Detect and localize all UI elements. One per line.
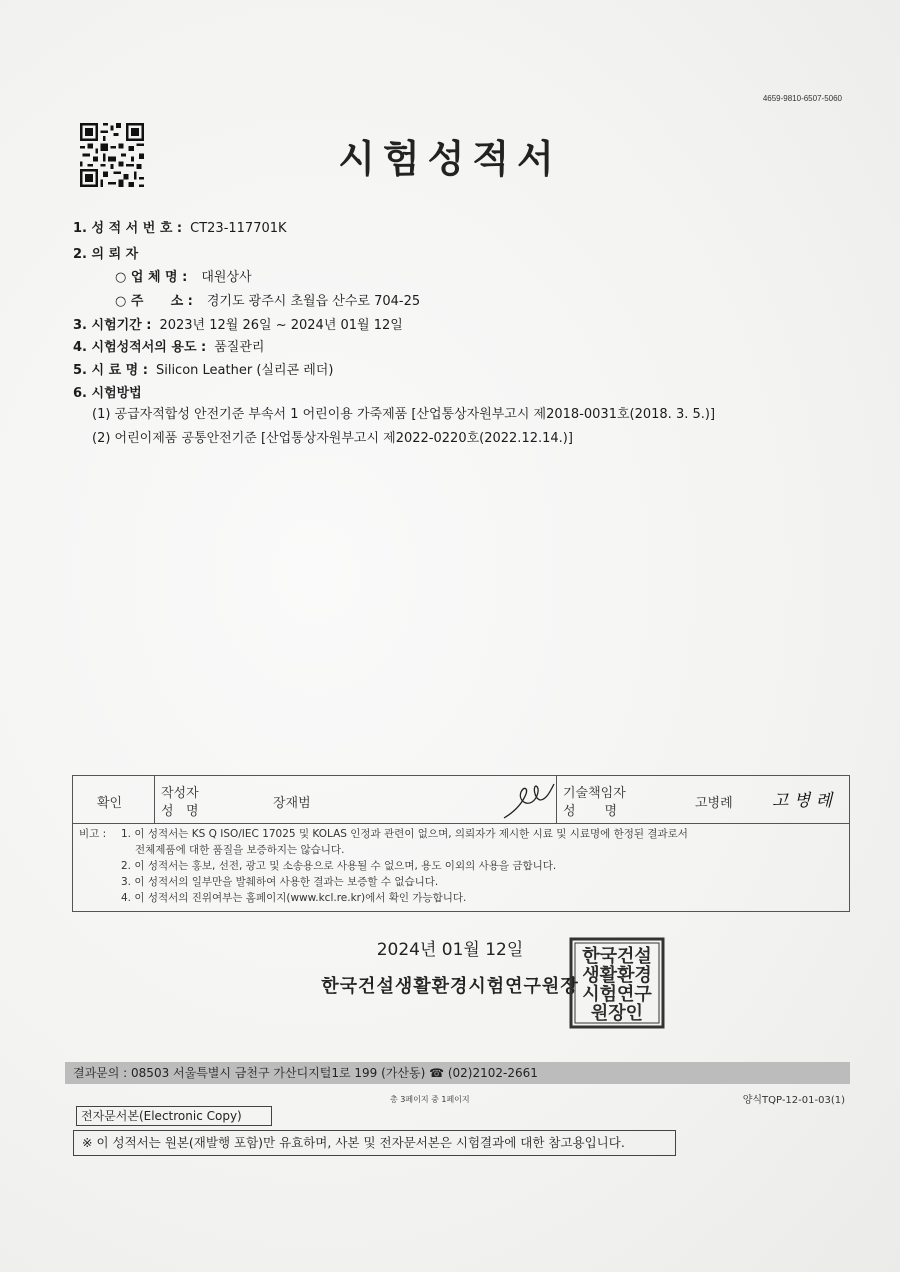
address-row <box>115 290 420 309</box>
seal-line-2: 생활환경 <box>582 965 652 986</box>
sample-row <box>73 359 333 378</box>
note-2: 2. 이 성적서는 홍보, 선전, 광고 및 소송용으로 사용될 수 없으며, 용도 이외의 사용을 금합니다. <box>121 860 557 872</box>
period-label: 3. 시험기간 : <box>73 318 152 333</box>
period-row <box>73 314 403 333</box>
company-label: ○ 업 체 명 : <box>115 270 188 285</box>
purpose-value: 품질관리 <box>214 340 265 355</box>
electronic-copy-label: 전자문서본(Electronic Copy) <box>76 1106 272 1126</box>
author-label-1: 작성자 <box>161 786 199 801</box>
note-4: 4. 이 성적서의 진위여부는 홈페이지(www.kcl.re.kr)에서 확인 가능합니다. <box>121 892 467 904</box>
purpose-row <box>73 336 264 355</box>
author-label-2: 성 명 <box>161 804 199 819</box>
company-value: 대원상사 <box>201 270 252 285</box>
sample-value: Silicon Leather (실리콘 레더) <box>155 363 334 378</box>
seal-line-3: 시험연구 <box>582 984 652 1005</box>
tech-cell <box>557 776 849 823</box>
tech-label-2: 성 명 <box>563 804 618 819</box>
method-item-2: (2) 어린이제품 공통안전기준 [산업통상자원부고시 제2022-0220호(2022.12.14.)] <box>92 431 573 446</box>
official-seal-icon <box>569 937 665 1029</box>
notes-label: 비고 : <box>79 828 107 840</box>
confirmation-box <box>72 775 850 912</box>
address-label: ○ 주 소 : <box>115 294 193 309</box>
contact-bar: 결과문의 : 08503 서울특별시 금천구 가산디지털1로 199 (가산동) ☎ (02)2102-2661 <box>65 1062 850 1084</box>
page-count: 총 3페이지 중 1페이지 <box>390 1095 470 1104</box>
method-item-1: (1) 공급자적합성 안전기준 부속서 1 어린이용 가죽제품 [산업통상자원부고시 제2018-0031호(2018. 3. 5.)] <box>92 407 716 422</box>
purpose-label: 4. 시험성적서의 용도 : <box>73 340 207 355</box>
report-number-row <box>73 217 287 236</box>
confirm-cell <box>73 776 155 823</box>
client-label: 2. 의 뢰 자 <box>73 247 139 262</box>
seal-line-1: 한국건설 <box>582 946 652 967</box>
organization-name: 한국건설생활환경시험연구원장 <box>321 976 579 997</box>
period-value: 2023년 12월 26일 ~ 2024년 01월 12일 <box>159 318 403 333</box>
client-row <box>73 243 138 262</box>
note-3: 3. 이 성적서의 일부만을 발췌하여 사용한 결과는 보증할 수 없습니다. <box>121 876 439 888</box>
note-1-cont: 전체제품에 대한 품질을 보증하지는 않습니다. <box>135 844 345 856</box>
report-number-value: CT23-117701K <box>190 221 287 236</box>
author-name: 장재범 <box>273 796 311 811</box>
tech-name: 고병례 <box>695 796 733 811</box>
address-value: 경기도 광주시 초월읍 산수로 704-25 <box>206 294 421 309</box>
form-number: 양식TQP-12-01-03(1) <box>742 1095 845 1106</box>
signature-row <box>73 776 849 824</box>
issue-date: 2024년 01월 12일 <box>376 940 524 960</box>
page-title: 시험성적서 <box>338 137 562 181</box>
method-label: 6. 시험방법 <box>73 386 142 401</box>
disclaimer-box: ※ 이 성적서는 원본(재발행 포함)만 유효하며, 사본 및 전자문서본은 시험결과에 대한 참고용입니다. <box>73 1130 676 1156</box>
tech-label-1: 기술책임자 <box>563 786 626 801</box>
tech-signature: 고 병 례 <box>772 791 833 811</box>
note-1: 1. 이 성적서는 KS Q ISO/IEC 17025 및 KOLAS 인정과 관련이 없으며, 의뢰자가 제시한 시료 및 시료명에 한정된 결과로서 <box>121 828 688 840</box>
document-number: 4659-9810-6507-5060 <box>762 94 842 103</box>
confirm-label: 확인 <box>97 796 123 811</box>
sample-label: 5. 시 료 명 : <box>73 363 148 378</box>
company-row <box>115 266 252 285</box>
author-signature-icon <box>500 778 558 822</box>
author-cell <box>155 776 557 823</box>
seal-line-4: 원장인 <box>590 1003 644 1024</box>
method-row <box>73 382 142 401</box>
report-number-label: 1. 성 적 서 번 호 : <box>73 221 183 236</box>
